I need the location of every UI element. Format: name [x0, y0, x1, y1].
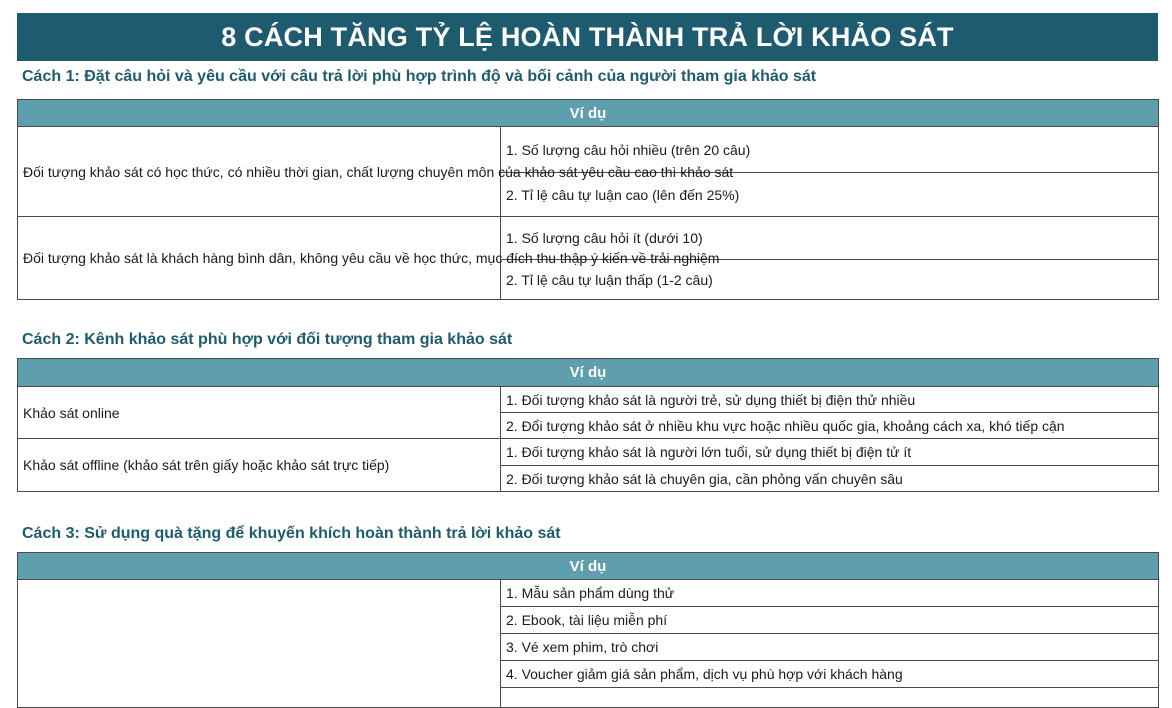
page-title: 8 CÁCH TĂNG TỶ LỆ HOÀN THÀNH TRẢ LỜI KHẢO SÁT — [17, 13, 1158, 61]
example-item: 1. Đối tượng khảo sát là người trẻ, sử dụng thiết bị điện thử nhiều — [501, 387, 1159, 413]
example-item: 1. Mẫu sản phẩm dùng thử — [501, 580, 1159, 607]
example-item: 1. Số lượng câu hỏi ít (dưới 10) — [501, 217, 1159, 260]
section-3-table — [17, 552, 1159, 708]
section-2-table — [17, 358, 1159, 492]
group-label: Khảo sát online — [18, 387, 501, 439]
example-item: 1. Đối tượng khảo sát là người lớn tuổi, sử dụng thiết bị điện tử ít — [501, 439, 1159, 466]
example-item-empty — [501, 688, 1159, 708]
section-2-title: Cách 2: Kênh khảo sát phù hợp với đối tượng tham gia khảo sát — [22, 331, 513, 348]
example-item: 1. Số lượng câu hỏi nhiều (trên 20 câu) — [501, 127, 1159, 173]
table-header: Ví dụ — [18, 359, 1159, 387]
example-item: 3. Vé xem phim, trò chơi — [501, 634, 1159, 661]
example-item: 4. Voucher giảm giá sản phẩm, dịch vụ phù hợp với khách hàng — [501, 661, 1159, 688]
example-item: 2. Tỉ lệ câu tự luận cao (lên đến 25%) — [501, 173, 1159, 217]
group-label: Khảo sát offline (khảo sát trên giấy hoặc khảo sát trực tiếp) — [18, 439, 501, 492]
section-1-table — [17, 99, 1159, 300]
table-header: Ví dụ — [18, 553, 1159, 580]
table-header: Ví dụ — [18, 100, 1159, 127]
group-label: Đối tượng khảo sát là khách hàng bình dân, không yêu cầu về học thức, mục đích thu thập ý kiến về trải nghiệm — [18, 217, 501, 300]
example-item: 2. Đổi tượng khảo sát ở nhiều khu vực hoặc nhiều quốc gia, khoảng cách xa, khó tiếp cận — [501, 413, 1159, 439]
group-label — [18, 580, 501, 708]
section-1-title: Cách 1: Đặt câu hỏi và yêu cầu với câu trả lời phù hợp trình độ và bối cảnh của người tham gia khảo sát — [22, 68, 817, 85]
section-3-title: Cách 3: Sử dụng quà tặng để khuyến khích hoàn thành trả lời khảo sát — [22, 525, 561, 542]
example-item: 2. Ebook, tài liệu miễn phí — [501, 607, 1159, 634]
group-label: Đối tượng khảo sát có học thức, có nhiều thời gian, chất lượng chuyên môn của khảo sát yêu cầu cao thì khảo sát — [18, 127, 501, 217]
example-item: 2. Tỉ lệ câu tự luận thấp (1-2 câu) — [501, 260, 1159, 300]
example-item: 2. Đối tượng khảo sát là chuyên gia, cần phỏng vấn chuyên sâu — [501, 466, 1159, 492]
